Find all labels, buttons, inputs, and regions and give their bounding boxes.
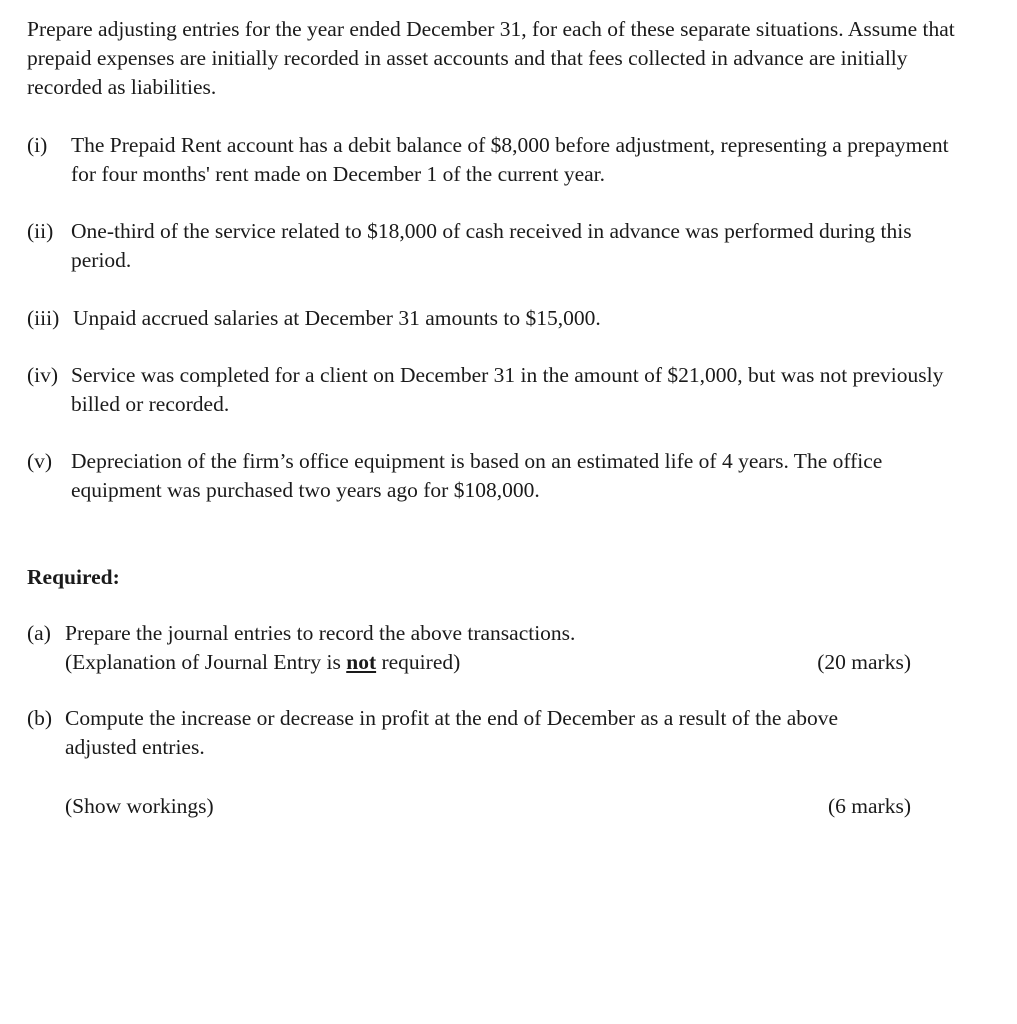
part-a-marks: (20 marks) <box>817 650 911 674</box>
part-b-marks: (6 marks) <box>828 794 911 818</box>
situation-i <box>27 131 967 189</box>
show-workings-note: (Show workings) <box>65 794 214 818</box>
situation-iii <box>27 304 967 333</box>
situation-number: (iv) <box>27 363 59 387</box>
situation-text: Service was completed for a client on December 31 in the amount of $21,000, but was not previously billed or recorded. <box>71 363 944 416</box>
situation-iv <box>27 361 967 419</box>
situation-ii <box>27 217 967 275</box>
part-number: (b) <box>27 706 53 730</box>
emphasis-not: not <box>346 650 377 674</box>
part-number: (a) <box>27 621 51 645</box>
situation-number: (v) <box>27 449 53 473</box>
part-a-explanation-note <box>65 648 917 677</box>
situation-text: One-third of the service related to $18,000 of cash received in advance was performed during this period. <box>71 219 912 272</box>
required-part-a <box>27 619 917 677</box>
required-part-b <box>27 704 917 762</box>
situation-number: (i) <box>27 133 48 157</box>
situation-number: (iii) <box>27 306 60 330</box>
situation-v <box>27 447 967 505</box>
situation-text: The Prepaid Rent account has a debit balance of $8,000 before adjustment, representing a prepayment for four months' rent made on December 1 of the current year. <box>71 133 949 186</box>
part-a-note-end: required) <box>376 650 461 674</box>
required-heading: Required: <box>27 565 120 589</box>
part-text: Compute the increase or decrease in profit at the end of December as a result of the above adjusted entries. <box>65 706 839 759</box>
question-intro: Prepare adjusting entries for the year ended December 31, for each of these separate situations. Assume that prepaid expenses are initially recorded in asset accounts and that fees collected in advance are initially recorded as liabilities. <box>27 17 955 99</box>
situation-number: (ii) <box>27 219 54 243</box>
part-a-instruction: Prepare the journal entries to record the above transactions. <box>65 621 576 645</box>
situation-text: Unpaid accrued salaries at December 31 amounts to $15,000. <box>73 306 601 330</box>
part-a-note-start: (Explanation of Journal Entry is <box>65 650 347 674</box>
situation-text: Depreciation of the firm’s office equipment is based on an estimated life of 4 years. The office equipment was purchased two years ago for $108,000. <box>71 449 883 502</box>
part-text <box>65 619 917 677</box>
